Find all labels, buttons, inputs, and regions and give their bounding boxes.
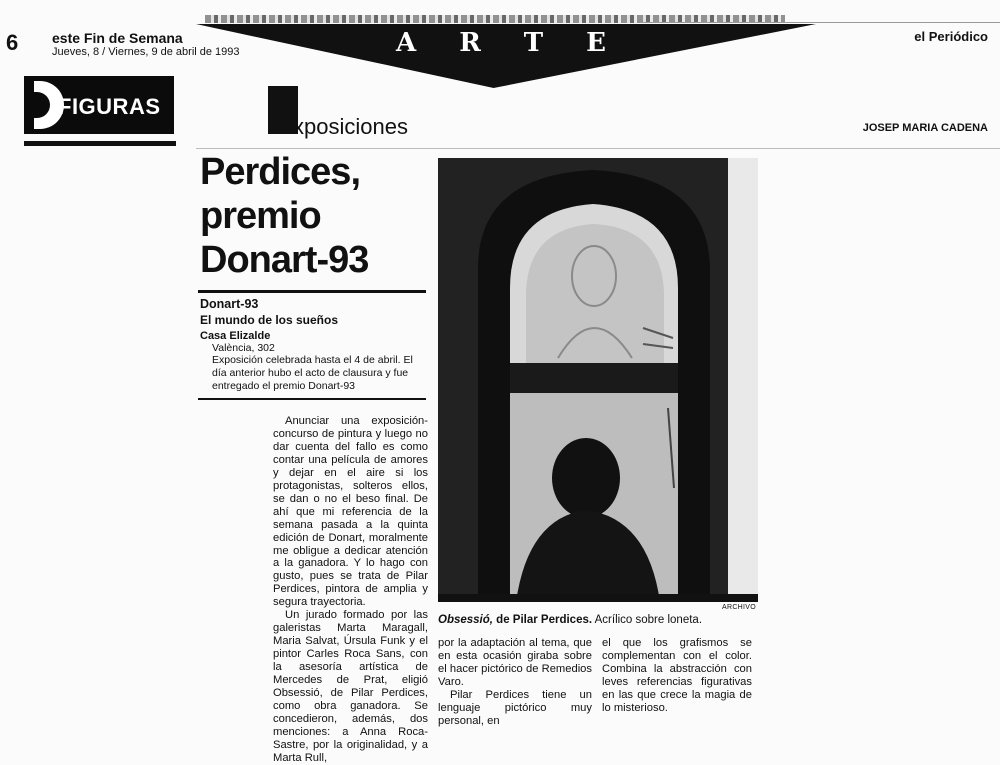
paragraph: Anunciar una exposición-concurso de pintura y luego no dar cuenta del fallo es como contar una película de amores y dejar en el aire si los protagonistas, solteros ellos, se dan o no el beso final. De ahí que mi referencia de la semana pasada a la quinta edición de Donart, moralmente me obligue a dedicar atención a la ganadora. Y lo hago con gusto, pues se trata de Pilar Perdices, pintora de amplia y segura trayectoria. [273,415,428,609]
title-line: Donart-93 [200,239,369,281]
info-description: Exposición celebrada hasta el 4 de abril. El día anterior hubo el acto de clausura y fue entregado el premio Donart-93 [212,354,413,392]
article-title [200,150,368,282]
info-address: València, 302 [212,342,275,354]
paragraph: el que los grafismos se complementan con el color. Combina la abstracción con leves referencias figurativas en las que crece la magia de lo misterioso. [602,637,752,714]
body-column-3 [602,637,752,715]
paragraph: Pilar Perdices tiene un lenguaje pictórico muy personal, en [438,688,592,727]
top-rule [640,22,1000,23]
artwork-photo [438,158,758,602]
body-column-2 [438,637,592,728]
banner-letter: E [586,28,606,58]
info-heading: Donart-93 [200,297,259,311]
figuras-label: FIGURAS [58,94,161,119]
caption-author: de Pilar Perdices. [496,614,593,626]
paragraph: por la adaptación al tema, que en esta ocasión giraba sobre el hacer pictórico de Remedios Varo. [438,637,592,688]
section-name: este Fin de Semana [52,30,183,46]
body-column-1 [273,415,428,765]
issue-date: Jueves, 8 / Viernes, 9 de abril de 1993 [52,46,240,58]
photo-caption [438,614,702,626]
info-rule-top [198,290,426,293]
title-line: Perdices, [200,151,360,193]
subsection-title: xposiciones [293,114,408,139]
title-line: premio [200,195,321,237]
figuras-rule [24,141,176,146]
caption-rest: Acrílico sobre loneta. [594,614,703,626]
caption-title: Obsessió, [438,614,493,626]
photo-credit: ARCHIVO [722,604,756,611]
paragraph: Un jurado formado por las galeristas Marta Maragall, Maria Salvat, Úrsula Funk y el pintor Carles Roca Sans, con la asesoría artística de Mercedes de Prat, eligió Obsessió, de Pilar Perdices, como obra ganadora. Se concedieron, además, dos menciones: a Anna Roca-Sastre, por la originalidad, y a Marta Rull, [273,609,428,764]
page-number: 6 [6,30,19,55]
newspaper-name: el Periódico [914,29,988,44]
header-rule [196,148,1000,149]
info-subheading: El mundo de los sueños [200,313,339,327]
banner-letter: R [459,28,481,58]
painting-illustration [438,158,758,602]
banner-letter: T [523,28,544,58]
arte-banner-label [396,28,606,58]
info-venue: Casa Elizalde [200,330,271,342]
author-byline: JOSEP MARIA CADENA [862,122,988,134]
banner-letter: A [396,28,417,58]
info-rule-bottom [198,398,426,400]
